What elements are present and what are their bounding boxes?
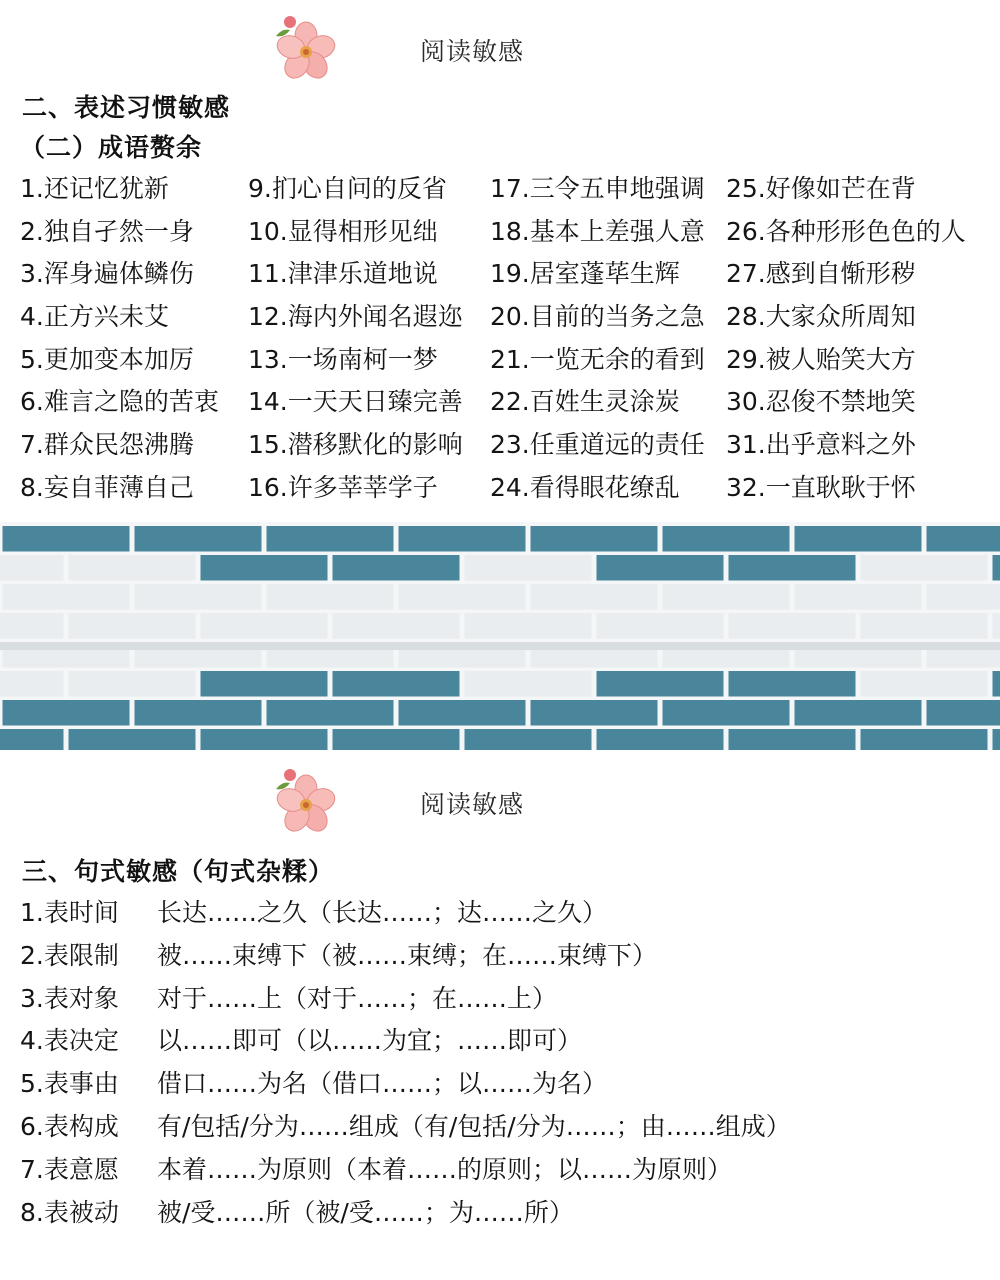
idiom-item: 7.群众民怨沸腾	[20, 430, 194, 460]
idiom-item: 8.妄自菲薄自己	[20, 472, 194, 502]
pattern-row	[20, 892, 980, 935]
pattern-type: 2.表限制	[20, 940, 119, 970]
pattern-type: 5.表事由	[20, 1069, 119, 1099]
idiom-item: 16.许多莘莘学子	[248, 472, 438, 502]
idiom-item: 2.独自孑然一身	[20, 216, 194, 246]
pattern-text: 对于……上（对于……；在……上）	[157, 983, 558, 1013]
idiom-item: 3.浑身遍体鳞伤	[20, 259, 194, 289]
idiom-item: 14.一天天日臻完善	[248, 387, 463, 417]
section-heading: 二、表述习惯敏感	[22, 93, 231, 122]
pattern-type: 1.表时间	[20, 898, 119, 927]
pattern-type: 8.表被动	[20, 1197, 119, 1227]
idiom-column	[490, 168, 705, 510]
idiom-item: 30.忍俊不禁地笑	[726, 387, 916, 417]
header-title: 阅读敏感	[420, 37, 525, 66]
brick-wall-divider	[0, 522, 1000, 750]
idiom-item: 20.目前的当务之急	[490, 302, 705, 332]
pattern-type: 6.表构成	[20, 1111, 119, 1141]
flower-icon	[268, 765, 338, 835]
idiom-item: 25.好像如芒在背	[726, 174, 916, 203]
idiom-item: 23.任重道远的责任	[490, 430, 705, 460]
idiom-item: 13.一场南柯一梦	[248, 344, 438, 374]
idiom-item: 22.百姓生灵涂炭	[490, 387, 680, 417]
idiom-item: 27.感到自惭形秽	[726, 259, 916, 289]
sentence-pattern-list	[20, 892, 980, 1234]
pattern-text: 以……即可（以……为宜；……即可）	[157, 1026, 583, 1056]
pattern-type: 4.表决定	[20, 1026, 119, 1056]
idiom-item: 29.被人贻笑大方	[726, 344, 916, 374]
idiom-item: 31.出乎意料之外	[726, 430, 916, 460]
pattern-type: 3.表对象	[20, 983, 119, 1013]
header-title: 阅读敏感	[420, 790, 525, 819]
idiom-item: 28.大家众所周知	[726, 302, 916, 332]
pattern-text: 被……束缚下（被……束缚；在……束缚下）	[157, 940, 658, 970]
idiom-item: 4.正方兴未艾	[20, 302, 169, 332]
pattern-text: 长达……之久（长达……；达……之久）	[157, 898, 608, 927]
idiom-item: 9.扪心自问的反省	[248, 174, 447, 203]
page-header-top	[0, 12, 1000, 82]
pattern-row	[20, 1063, 980, 1106]
idiom-item: 1.还记忆犹新	[20, 174, 169, 203]
idiom-item: 21.一览无余的看到	[490, 344, 705, 374]
idiom-item: 32.一直耿耿于怀	[726, 472, 916, 502]
idiom-item: 26.各种形形色色的人	[726, 216, 966, 246]
idiom-item: 15.潜移默化的影响	[248, 430, 463, 460]
idiom-item: 17.三令五申地强调	[490, 174, 705, 203]
flower-icon	[268, 12, 338, 82]
pattern-row	[20, 935, 980, 978]
idiom-item: 18.基本上差强人意	[490, 216, 705, 246]
pattern-row	[20, 1149, 980, 1192]
idiom-column	[726, 168, 966, 510]
pattern-text: 借口……为名（借口……；以……为名）	[157, 1069, 608, 1099]
idiom-item: 6.难言之隐的苦衷	[20, 387, 219, 417]
pattern-row	[20, 1020, 980, 1063]
idiom-item: 10.显得相形见绌	[248, 216, 438, 246]
idiom-item: 11.津津乐道地说	[248, 259, 438, 289]
section-subheading: （二）成语赘余	[20, 133, 203, 162]
idiom-item: 5.更加变本加厉	[20, 344, 194, 374]
pattern-row	[20, 978, 980, 1021]
idiom-item: 19.居室蓬荜生辉	[490, 259, 680, 289]
pattern-row	[20, 1192, 980, 1235]
pattern-row	[20, 1106, 980, 1149]
pattern-text: 本着……为原则（本着……的原则；以……为原则）	[157, 1154, 733, 1184]
idiom-item: 24.看得眼花缭乱	[490, 472, 680, 502]
pattern-type: 7.表意愿	[20, 1154, 119, 1184]
idiom-column	[20, 168, 219, 510]
pattern-text: 有/包括/分为……组成（有/包括/分为……；由……组成）	[157, 1111, 791, 1141]
idiom-column	[248, 168, 463, 510]
page-header-bottom	[0, 765, 1000, 835]
section-heading: 三、句式敏感（句式杂糅）	[22, 857, 335, 886]
idiom-item: 12.海内外闻名遐迩	[248, 302, 463, 332]
pattern-text: 被/受……所（被/受……；为……所）	[157, 1197, 574, 1227]
